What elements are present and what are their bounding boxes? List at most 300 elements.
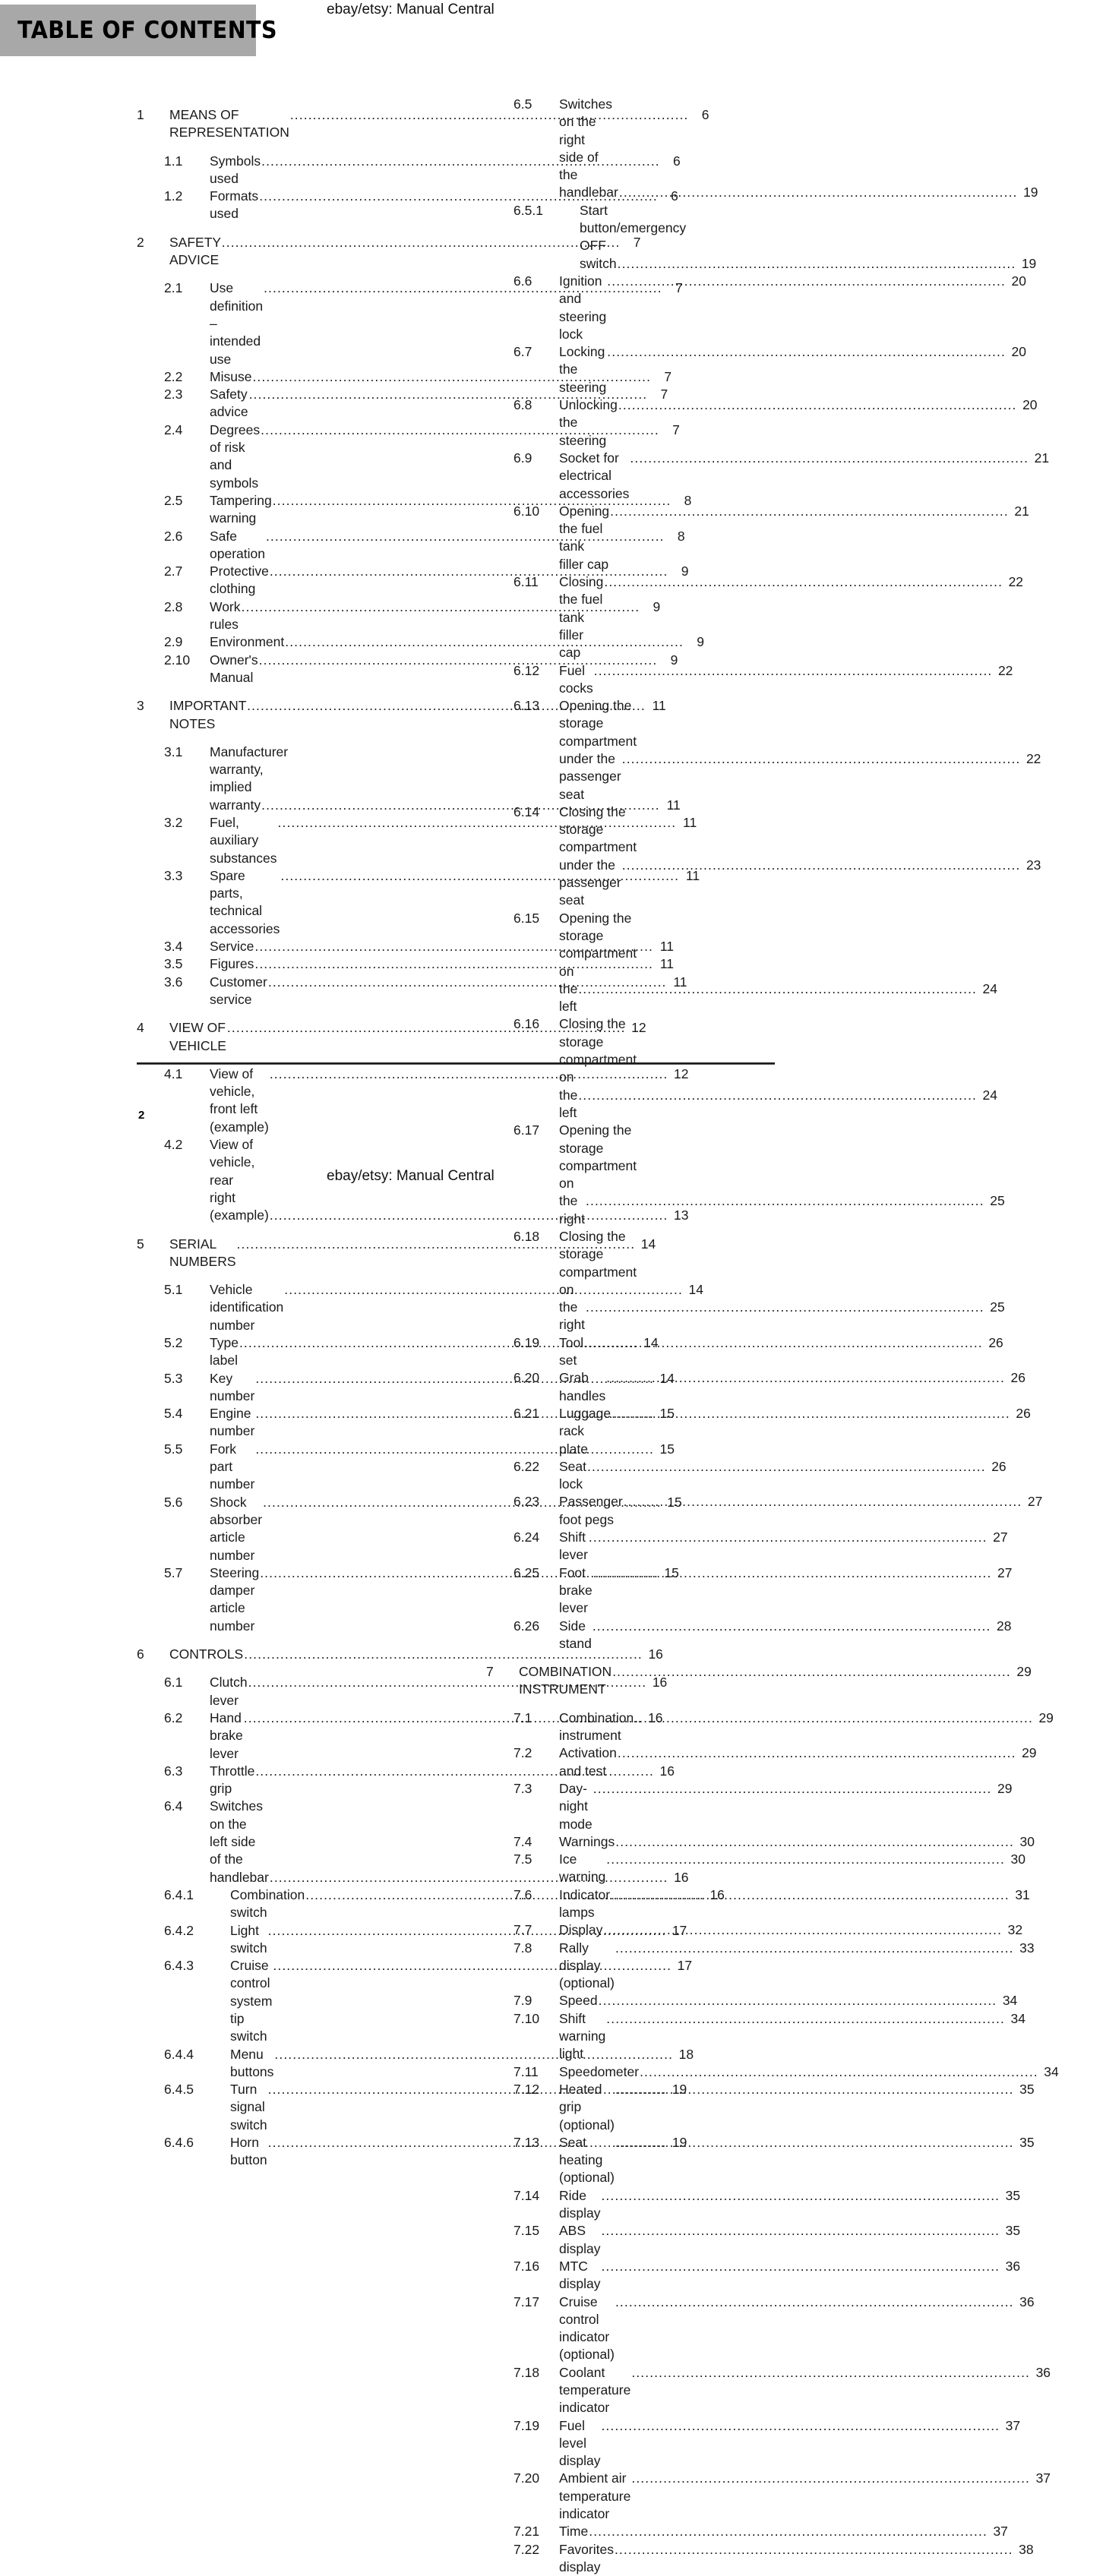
toc-entry-line-wrap xyxy=(559,803,775,857)
toc-entry-label: handlebar xyxy=(210,1869,269,1885)
toc-entry-line-wrap xyxy=(580,202,775,255)
toc-leader-dots xyxy=(630,450,1029,467)
toc-entry-page-number: 26 xyxy=(1010,1370,1025,1386)
toc-entry-label: Owner's Manual xyxy=(210,652,262,685)
toc-entry-label: Ignition and steering lock xyxy=(559,273,611,342)
toc-entry-line-final xyxy=(559,1780,1013,1833)
toc-leader-dots xyxy=(587,1458,986,1476)
toc-entry-page-number: 29 xyxy=(1022,1745,1037,1761)
toc-entry[interactable] xyxy=(486,1228,1005,1334)
toc-entry-number: 5.6 xyxy=(164,1494,183,1510)
toc-leader-dots xyxy=(631,2470,1030,2487)
toc-entry[interactable] xyxy=(137,153,681,188)
toc-entry-body xyxy=(559,1122,1005,1228)
toc-entry-number: 2.7 xyxy=(164,564,183,579)
toc-entry-label: ABS display xyxy=(559,2223,601,2256)
toc-entry-label: Cruise control indicator (optional) xyxy=(559,2293,615,2363)
toc-entry-label: Coolant temperature indicator xyxy=(559,2364,635,2416)
toc-entry-label: Horn button xyxy=(230,2135,267,2168)
toc-entry-page-number: 11 xyxy=(683,814,697,830)
toc-entry-label: Service xyxy=(210,939,254,955)
toc-entry-page-number: 8 xyxy=(677,528,685,544)
toc-entry-body xyxy=(559,1228,1005,1334)
toc-entry-label: Protective clothing xyxy=(210,564,273,597)
toc-leader-dots xyxy=(601,2258,1000,2275)
toc-entry-body xyxy=(559,343,1026,396)
toc-entry-number: 4 xyxy=(137,1020,144,1036)
toc-entry[interactable] xyxy=(486,273,1026,343)
toc-entry-number: 3.5 xyxy=(164,956,183,972)
toc-entry-body xyxy=(559,910,997,1016)
toc-entry-number: 7.8 xyxy=(514,1940,532,1956)
toc-entry[interactable] xyxy=(486,1780,1013,1833)
toc-entry[interactable] xyxy=(137,598,661,634)
toc-entry-body xyxy=(210,938,675,955)
toc-entry[interactable] xyxy=(486,202,1037,273)
toc-entry[interactable] xyxy=(486,1940,1035,1993)
toc-entry-page-number: 36 xyxy=(1019,2293,1035,2309)
toc-entry-line-final xyxy=(559,1493,1043,1529)
toc-entry[interactable] xyxy=(486,2470,1051,2523)
toc-entry[interactable] xyxy=(486,2523,1008,2540)
toc-entry-page-number: 35 xyxy=(1019,2134,1035,2150)
toc-entry-page-number: 13 xyxy=(674,1208,689,1223)
toc-entry-label: Vehicle identification number xyxy=(210,1282,288,1333)
toc-entry-line-final xyxy=(559,1709,1054,1745)
toc-entry-label: Safety advice xyxy=(210,387,251,420)
toc-entry-number: 2.10 xyxy=(164,652,191,668)
toc-entry-body xyxy=(559,2541,1034,2576)
toc-entry[interactable] xyxy=(486,1921,1023,1939)
toc-entry-page-number: 7 xyxy=(664,368,672,384)
toc-leader-dots xyxy=(640,2063,1038,2081)
toc-entry-label: Switches on the left side of the xyxy=(210,1798,267,1867)
toc-entry[interactable] xyxy=(486,1709,1054,1745)
toc-entry-page-number: 19 xyxy=(672,2135,687,2151)
toc-entry-line-final xyxy=(559,2523,1008,2540)
toc-entry[interactable] xyxy=(486,2063,1059,2081)
toc-entry[interactable] xyxy=(486,2417,1021,2470)
toc-entry[interactable] xyxy=(486,1015,997,1122)
toc-entry-body xyxy=(559,1529,1008,1564)
toc-entry-page-number: 14 xyxy=(643,1335,659,1350)
toc-entry-page-number: 15 xyxy=(667,1494,682,1510)
toc-entry-page-number: 36 xyxy=(1035,2364,1051,2380)
toc-entry-body xyxy=(210,633,704,651)
toc-entry-line-final xyxy=(210,153,681,188)
toc-entry[interactable] xyxy=(486,1122,1005,1228)
toc-entry-body xyxy=(210,368,672,386)
toc-leader-dots xyxy=(594,662,993,680)
toc-entry-number: 7.16 xyxy=(514,2258,540,2274)
toc-entry-label: SAFETY ADVICE xyxy=(169,234,224,268)
toc-entry[interactable] xyxy=(486,2293,1035,2364)
toc-entry[interactable] xyxy=(137,955,675,973)
toc-entry[interactable] xyxy=(486,96,1038,202)
toc-entry-number: 6.9 xyxy=(514,450,532,466)
toc-entry-line-final xyxy=(559,2063,1059,2081)
toc-entry-body xyxy=(559,1564,1013,1618)
toc-entry-line-final xyxy=(559,2293,1035,2364)
toc-entry-number: 6.11 xyxy=(514,574,539,590)
toc-entry-line-final xyxy=(559,2010,1025,2063)
toc-leader-dots xyxy=(611,1405,1010,1422)
toc-entry[interactable] xyxy=(486,1663,1032,1699)
toc-entry[interactable] xyxy=(137,368,672,386)
toc-entry[interactable] xyxy=(486,2187,1021,2223)
toc-entry[interactable] xyxy=(486,2364,1051,2417)
toc-entry[interactable] xyxy=(486,1458,1006,1494)
toc-entry-body xyxy=(559,1744,1037,1780)
toc-entry-number: 6.12 xyxy=(514,662,540,678)
toc-entry-number: 7.10 xyxy=(514,2010,540,2026)
toc-entry-body xyxy=(559,2364,1051,2417)
toc-entry-page-number: 32 xyxy=(1007,1922,1023,1938)
toc-entry-number: 6.18 xyxy=(514,1229,540,1244)
toc-entry-line-final xyxy=(559,273,1026,343)
toc-entry-page-number: 23 xyxy=(1025,857,1041,873)
toc-leader-dots xyxy=(593,1564,992,1582)
toc-entry-number: 7.7 xyxy=(514,1922,532,1938)
toc-entry-page-number: 19 xyxy=(1023,185,1038,200)
table-of-contents-banner xyxy=(0,5,277,56)
toc-entry[interactable] xyxy=(486,1833,1035,1851)
toc-entry-page-number: 7 xyxy=(672,421,680,437)
toc-entry[interactable] xyxy=(486,396,1038,450)
toc-entry-label: Speedometer xyxy=(559,2063,640,2079)
toc-entry-page-number: 9 xyxy=(697,634,704,650)
toc-entry-number: 2.4 xyxy=(164,421,183,437)
toc-entry-page-number: 12 xyxy=(631,1020,646,1036)
toc-entry-body xyxy=(559,1618,1012,1653)
toc-entry-body xyxy=(559,2293,1035,2364)
toc-entry-body xyxy=(559,662,1013,698)
toc-entry[interactable] xyxy=(486,1851,1025,1886)
toc-entry-page-number: 20 xyxy=(1011,273,1026,289)
toc-entry[interactable] xyxy=(486,2081,1035,2134)
toc-entry-body xyxy=(169,1646,663,1663)
toc-entry-line-final xyxy=(559,2364,1051,2417)
toc-entry-page-number: 7 xyxy=(633,234,641,250)
toc-entry-label: Heated grip (optional) xyxy=(559,2081,615,2132)
toc-entry-page-number: 17 xyxy=(672,1922,687,1938)
toc-entry-number: 3.6 xyxy=(164,974,183,990)
toc-entry-label: Fuel cocks xyxy=(559,662,593,696)
toc-entry-number: 1 xyxy=(137,107,144,122)
toc-entry-label: switch xyxy=(580,255,617,271)
footer-divider xyxy=(137,1062,775,1065)
toc-entry-body xyxy=(559,2081,1035,2134)
toc-entry[interactable] xyxy=(486,1369,1025,1405)
toc-entry-page-number: 6 xyxy=(701,107,709,122)
toc-entry-body xyxy=(559,202,1037,273)
toc-entry-label: under the passenger seat xyxy=(559,750,625,802)
toc-entry-line-final xyxy=(519,1663,1032,1699)
toc-leader-dots xyxy=(601,2417,1000,2435)
toc-entry-number: 2.9 xyxy=(164,634,183,650)
toc-entry-body xyxy=(559,2417,1021,2470)
toc-entry-page-number: 38 xyxy=(1019,2541,1034,2557)
toc-leader-dots xyxy=(615,1833,1014,1851)
toc-entry-label: Indicator lamps xyxy=(559,1886,614,1920)
toc-entry-page-number: 26 xyxy=(1016,1405,1031,1421)
toc-entry-label: Luggage rack plate xyxy=(559,1405,615,1457)
toc-entry-number: 7.2 xyxy=(514,1745,532,1761)
toc-entry-line-final xyxy=(559,857,1041,910)
toc-entry-label: Shift lever xyxy=(559,1530,589,1563)
toc-entry-number: 6 xyxy=(137,1646,144,1662)
toc-leader-dots xyxy=(612,1663,1011,1681)
toc-entry-page-number: 34 xyxy=(1002,1993,1018,2009)
toc-entry-body xyxy=(559,1886,1030,1922)
toc-entry-line-final xyxy=(559,1886,1030,1922)
toc-entry-page-number: 35 xyxy=(1005,2223,1021,2239)
toc-entry-page-number: 6 xyxy=(671,188,678,204)
toc-entry-page-number: 11 xyxy=(652,698,666,714)
toc-leader-dots xyxy=(607,273,1006,290)
toc-entry-page-number: 14 xyxy=(688,1282,703,1298)
toc-entry-page-number: 20 xyxy=(1011,344,1026,360)
toc-leader-dots xyxy=(578,1087,977,1104)
toc-entry[interactable] xyxy=(486,1886,1030,1922)
toc-entry-label: Ride display xyxy=(559,2187,601,2221)
toc-entry-body xyxy=(559,2134,1035,2187)
toc-entry-page-number: 30 xyxy=(1019,1833,1035,1849)
toc-entry-label: Opening the storage compartment xyxy=(559,698,637,749)
toc-entry-body xyxy=(559,1458,1006,1494)
toc-entry-line-final xyxy=(559,2187,1021,2223)
toc-leader-dots xyxy=(586,1299,984,1316)
toc-entry-page-number: 29 xyxy=(1016,1664,1032,1680)
toc-entry-number: 6.10 xyxy=(514,503,540,519)
toc-entry-page-number: 11 xyxy=(685,867,700,883)
toc-entry-page-number: 19 xyxy=(1021,255,1037,271)
toc-entry-number: 6.22 xyxy=(514,1458,540,1474)
toc-entry-number: 5.3 xyxy=(164,1370,183,1386)
toc-entry-label: Formats used xyxy=(210,188,263,222)
toc-entry[interactable] xyxy=(137,938,675,955)
toc-entry-number: 6.5.1 xyxy=(514,202,543,218)
toc-leader-dots xyxy=(619,184,1018,201)
toc-leader-dots xyxy=(634,1709,1033,1727)
toc-entry-line-final xyxy=(559,2222,1021,2258)
toc-entry-page-number: 22 xyxy=(997,662,1013,678)
toc-entry-page-number: 16 xyxy=(648,1646,663,1662)
toc-leader-dots xyxy=(622,857,1021,874)
toc-leader-dots xyxy=(589,2523,988,2540)
toc-leader-dots xyxy=(592,1618,991,1635)
toc-entry-label: SERIAL NUMBERS xyxy=(169,1236,236,1269)
toc-entry-line-final xyxy=(559,1192,1005,1228)
toc-entry-number: 3.2 xyxy=(164,814,183,830)
toc-entry-line-final xyxy=(210,368,672,386)
toc-entry-line-final xyxy=(559,450,1050,503)
toc-entry-number: 2.2 xyxy=(164,368,183,384)
toc-entry[interactable] xyxy=(486,910,997,1016)
toc-entry-page-number: 7 xyxy=(675,280,683,296)
toc-entry[interactable] xyxy=(486,573,1024,661)
toc-entry-page-number: 21 xyxy=(1014,503,1029,519)
toc-entry-number: 6.7 xyxy=(514,344,532,360)
toc-entry-page-number: 9 xyxy=(681,564,689,579)
toc-entry-label: Warnings xyxy=(559,1833,615,1849)
toc-entry-number: 5.2 xyxy=(164,1335,183,1350)
toc-leader-dots xyxy=(611,1886,1010,1904)
toc-entry[interactable] xyxy=(486,2010,1025,2063)
toc-entry-page-number: 30 xyxy=(1010,1852,1025,1867)
toc-entry-label: Combination switch xyxy=(230,1886,309,1921)
toc-entry-body xyxy=(559,273,1026,343)
toc-entry-number: 6.17 xyxy=(514,1122,540,1138)
toc-entry-body xyxy=(559,1921,1023,1939)
toc-entry-page-number: 27 xyxy=(993,1530,1008,1545)
toc-entry-page-number: 35 xyxy=(1005,2187,1021,2203)
toc-entry-page-number: 24 xyxy=(982,980,997,996)
toc-entry-page-number: 12 xyxy=(674,1065,689,1081)
toc-entry[interactable] xyxy=(486,1618,1012,1653)
toc-entry-label: handlebar xyxy=(559,185,618,200)
toc-entry[interactable] xyxy=(137,1646,663,1663)
toc-entry-line-wrap xyxy=(559,697,775,750)
toc-entry-body xyxy=(559,503,1029,573)
toc-entry-number: 7 xyxy=(486,1664,494,1680)
toc-entry-label: Tool set xyxy=(559,1334,587,1368)
toc-entry-label: Spare parts, technical accessories xyxy=(210,867,280,936)
toc-entry-page-number: 26 xyxy=(991,1458,1006,1474)
toc-entry-label: Closing the storage compartment on xyxy=(559,1229,640,1297)
toc-entry-label: Degrees of risk and symbols xyxy=(210,421,264,491)
toc-entry-label: Fuel, auxiliary substances xyxy=(210,814,277,866)
toc-entry[interactable] xyxy=(486,1992,1018,2009)
toc-entry[interactable] xyxy=(486,1493,1043,1529)
toc-entry-page-number: 16 xyxy=(647,1709,663,1725)
toc-entry-number: 7.22 xyxy=(514,2541,540,2557)
toc-entry-label: the left xyxy=(559,980,582,1015)
toc-entry[interactable] xyxy=(486,803,1041,910)
toc-entry-label: Turn signal switch xyxy=(230,2082,269,2132)
toc-leader-dots xyxy=(615,2541,1013,2559)
toc-entry-label: Hand brake lever xyxy=(210,1709,247,1761)
toc-entry-label: Tampering warning xyxy=(210,492,276,526)
toc-entry-label: the left xyxy=(559,1087,582,1120)
toc-entry[interactable] xyxy=(486,2222,1021,2258)
toc-entry-line-final xyxy=(559,1992,1018,2009)
toc-entry[interactable] xyxy=(486,2258,1021,2293)
toc-entry-number: 6.15 xyxy=(514,910,540,926)
toc-entry-number: 6.6 xyxy=(514,273,532,289)
toc-entry-line-final xyxy=(169,1646,663,1663)
toc-entry[interactable] xyxy=(486,450,1050,503)
toc-entry-label: Grab handles xyxy=(559,1370,606,1403)
toc-entry-page-number: 15 xyxy=(664,1564,679,1580)
toc-entry-number: 7.21 xyxy=(514,2524,540,2540)
toc-entry-page-number: 9 xyxy=(670,652,678,668)
toc-entry-line-final xyxy=(559,1529,1008,1564)
toc-entry-label: Fork part number xyxy=(210,1441,255,1492)
toc-entry[interactable] xyxy=(137,633,704,651)
toc-entry-body xyxy=(559,2222,1021,2258)
toc-entry-label: Engine number xyxy=(210,1406,255,1439)
toc-leader-dots xyxy=(615,2134,1014,2151)
toc-entry-line-final xyxy=(559,1405,1031,1458)
toc-entry-page-number: 9 xyxy=(653,598,661,614)
toc-entry-label: Closing the storage compartment on xyxy=(559,1016,640,1085)
toc-entry[interactable] xyxy=(486,503,1029,573)
toc-entry-number: 7.6 xyxy=(514,1886,532,1902)
toc-entry[interactable] xyxy=(486,662,1013,698)
toc-entry-body xyxy=(559,2523,1008,2540)
toc-entry-body xyxy=(559,2187,1021,2223)
toc-entry[interactable] xyxy=(486,1334,1003,1370)
toc-entry-number: 2 xyxy=(137,234,144,250)
toc-entry-number: 6.24 xyxy=(514,1530,540,1545)
toc-entry-line-final xyxy=(559,980,997,1016)
toc-entry-number: 6.4.2 xyxy=(164,1922,194,1938)
toc-entry[interactable] xyxy=(486,1405,1031,1458)
toc-leader-dots xyxy=(584,1334,983,1352)
toc-entry-line-final xyxy=(559,2541,1034,2576)
toc-entry-label: COMBINATION INSTRUMENT xyxy=(519,1664,616,1697)
toc-entry-label: Throttle grip xyxy=(210,1763,259,1797)
toc-entry-number: 6.8 xyxy=(514,397,532,413)
toc-entry[interactable] xyxy=(486,1564,1013,1618)
toc-entry-number: 6.4.4 xyxy=(164,2046,194,2062)
toc-entry-number: 3.3 xyxy=(164,867,183,883)
toc-entry-body xyxy=(559,1709,1054,1745)
toc-entry-page-number: 36 xyxy=(1005,2258,1021,2274)
toc-entry-number: 4.2 xyxy=(164,1137,183,1153)
toc-entry-body xyxy=(559,1833,1035,1851)
toc-entry[interactable] xyxy=(137,106,709,142)
toc-entry-label: Customer service xyxy=(210,974,271,1007)
toc-entry-line-final xyxy=(559,2470,1051,2523)
toc-entry-label: warranty xyxy=(210,797,261,813)
toc-entry-body xyxy=(559,803,1041,910)
toc-leader-dots xyxy=(615,1940,1014,1957)
toc-entry-line-final xyxy=(210,633,704,651)
toc-leader-dots xyxy=(618,1744,1016,1762)
toc-entry[interactable] xyxy=(486,1529,1008,1564)
toc-entry-body xyxy=(559,697,1041,803)
toc-entry-label: Switches on the right side of the xyxy=(559,96,616,183)
toc-column-right xyxy=(486,96,1059,2576)
toc-entry[interactable] xyxy=(486,1744,1037,1780)
toc-leader-dots xyxy=(589,1529,988,1546)
toc-entry-line-wrap xyxy=(559,910,775,980)
toc-entry[interactable] xyxy=(486,2134,1035,2187)
footer-page-number: 2 xyxy=(138,1109,145,1122)
toc-entry-number: 6.2 xyxy=(164,1709,183,1725)
toc-entry-label: Start button/emergency OFF xyxy=(580,202,690,254)
toc-entry-page-number: 14 xyxy=(659,1370,675,1386)
toc-entry-number: 6.4.1 xyxy=(164,1886,194,1902)
toc-entry-line-final xyxy=(559,1833,1035,1851)
toc-entry-number: 6.4.3 xyxy=(164,1958,194,1974)
toc-leader-dots xyxy=(606,2010,1005,2028)
toc-entry-page-number: 6 xyxy=(673,153,681,169)
toc-entry-label: Activation and test xyxy=(559,1745,621,1779)
toc-entry[interactable] xyxy=(486,343,1026,396)
toc-entry-label: Rally display (optional) xyxy=(559,1940,615,1991)
toc-entry-number: 6.1 xyxy=(164,1675,183,1690)
toc-entry-page-number: 16 xyxy=(652,1675,668,1690)
toc-entry-line-final xyxy=(559,1744,1037,1780)
toc-entry-number: 5 xyxy=(137,1236,144,1252)
toc-entry-label: IMPORTANT NOTES xyxy=(169,698,250,731)
watermark-top: ebay/etsy: Manual Central xyxy=(327,2,495,17)
toc-entry[interactable] xyxy=(486,2541,1034,2576)
toc-entry[interactable] xyxy=(486,697,1041,803)
